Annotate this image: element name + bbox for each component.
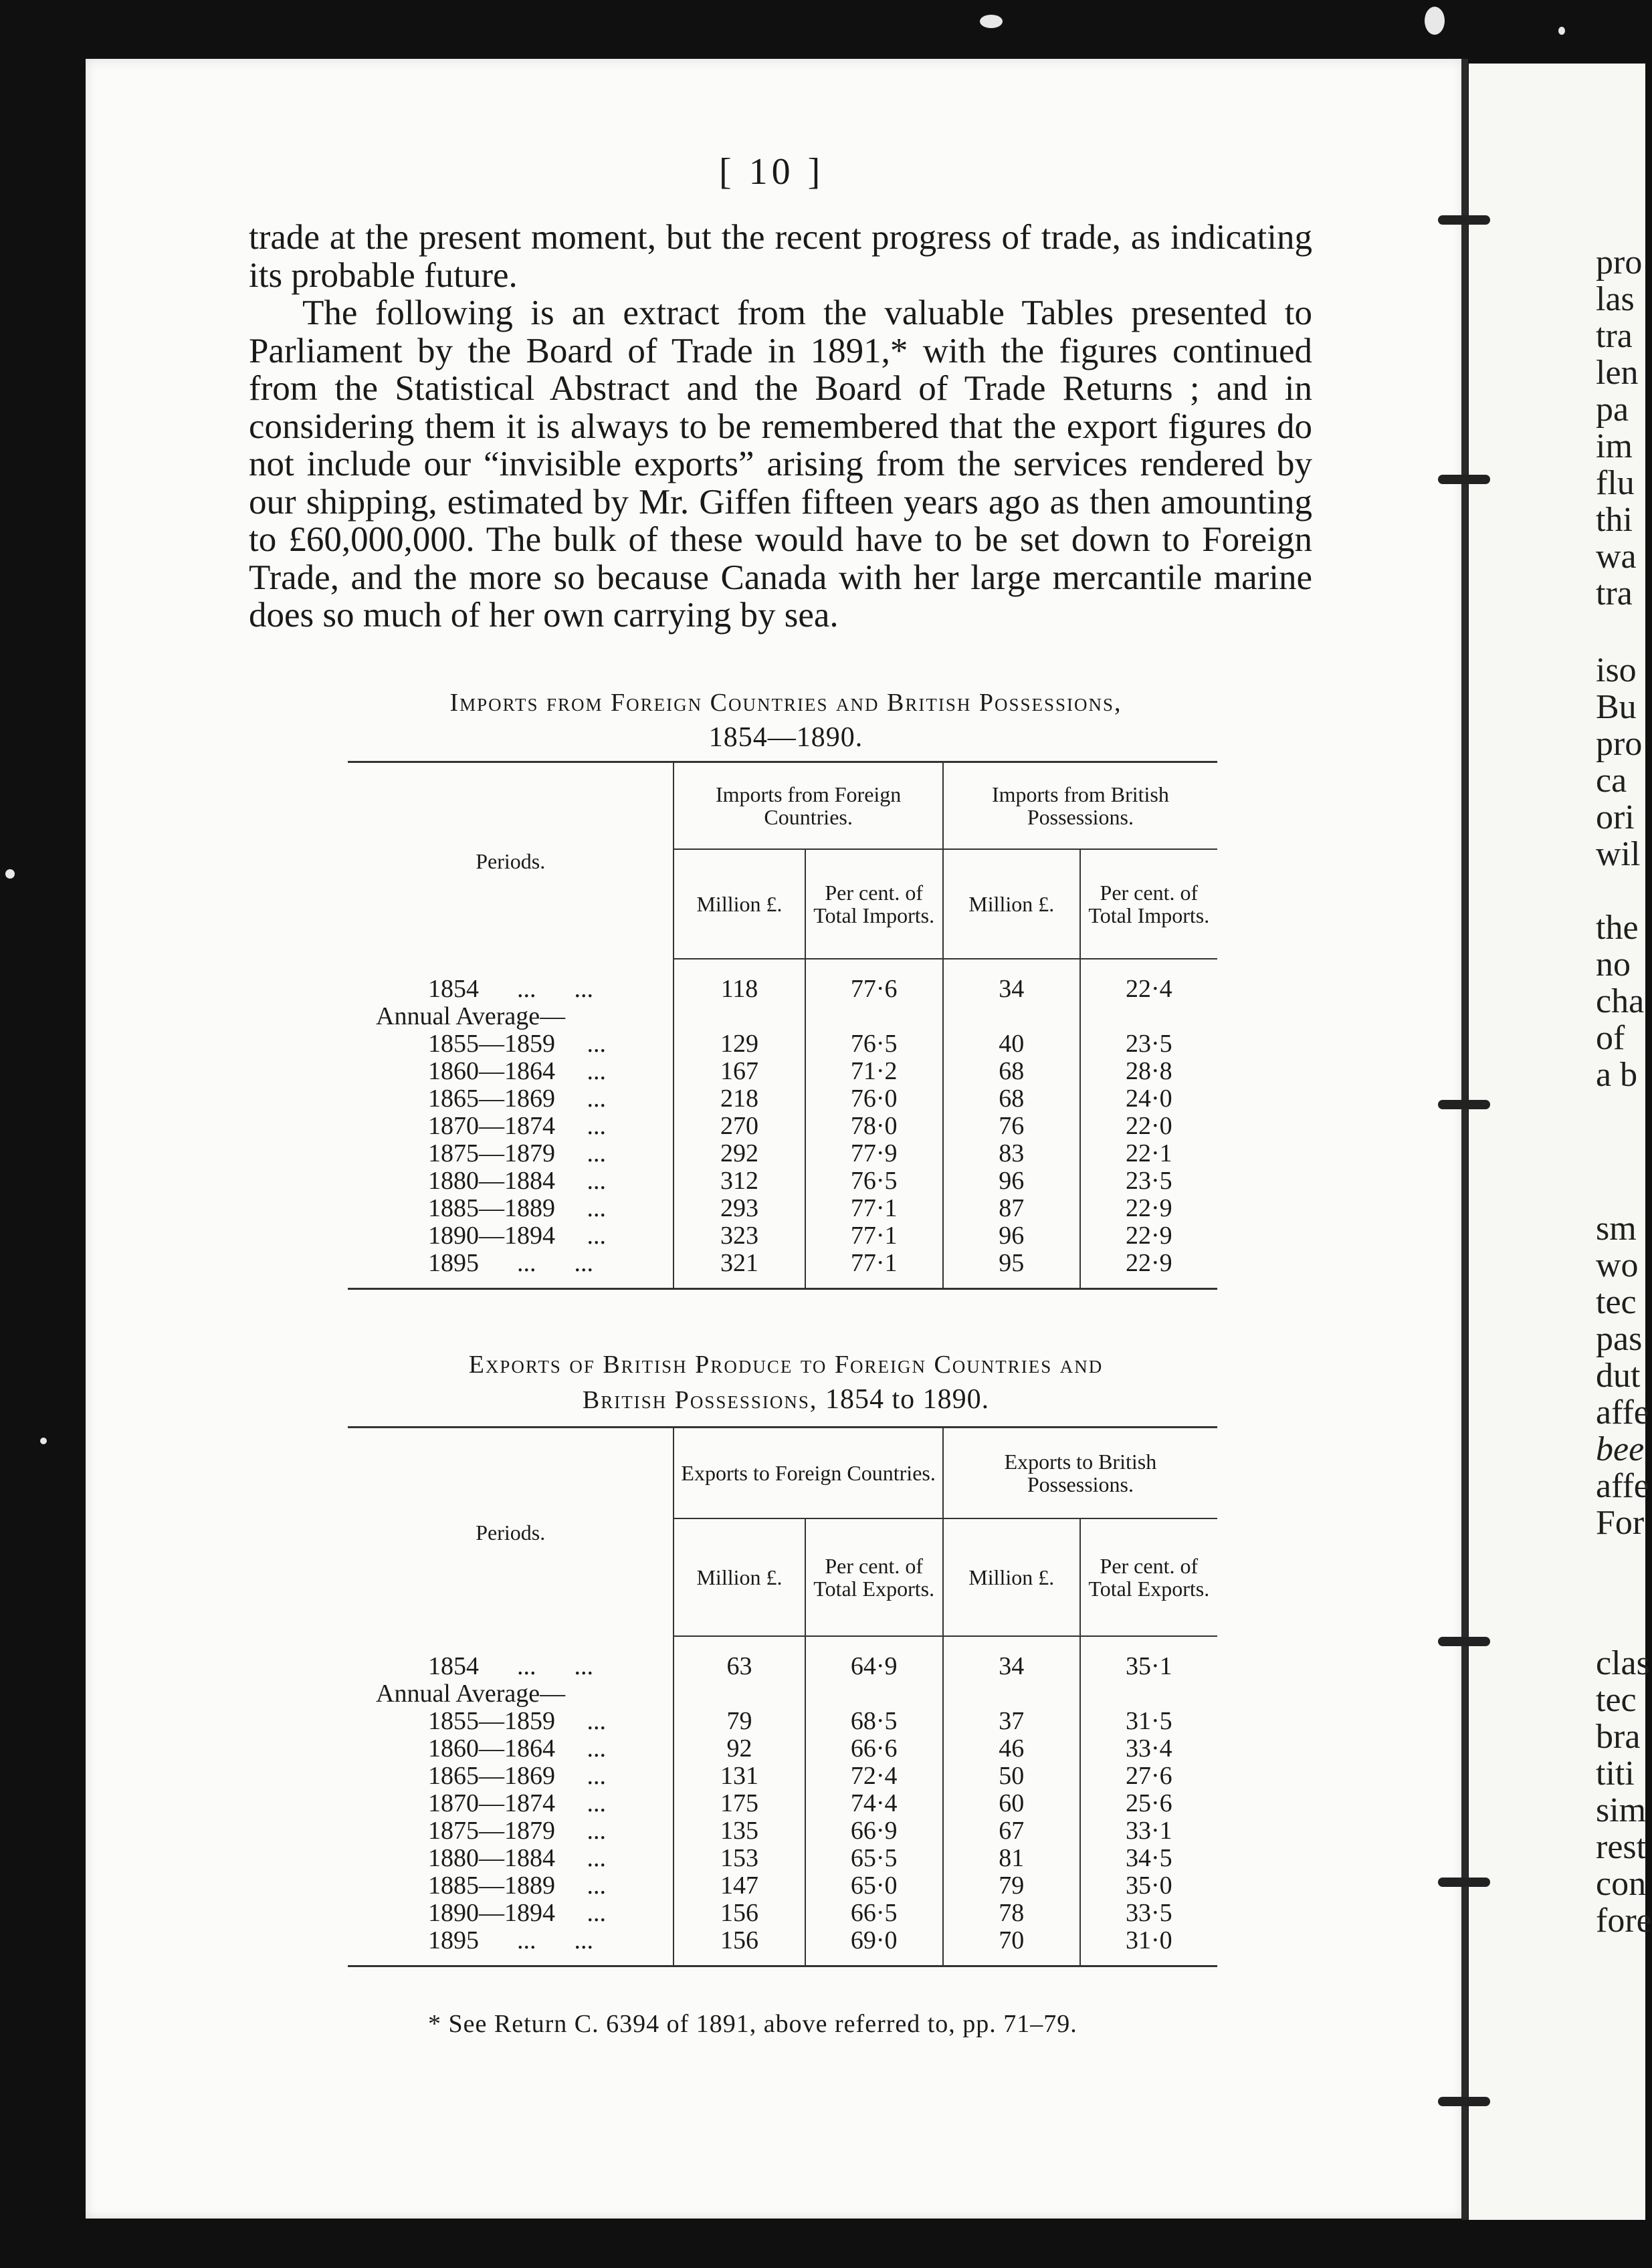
facing-page-fragment: flu: [1596, 464, 1635, 502]
facing-page-fragment: of: [1596, 1019, 1625, 1057]
exports-table-caption: [348, 1347, 1224, 1418]
facing-page-fragment: affe: [1596, 1467, 1649, 1505]
value-cell: 76: [943, 1113, 1080, 1140]
period-cell: 1880—1884 ...: [428, 1167, 606, 1195]
exports-table-title-2: British Possessions,: [582, 1386, 818, 1414]
table-row: [348, 1927, 1217, 1966]
exports-table: [348, 1426, 1217, 1967]
period-cell: 1870—1874 ...: [428, 1789, 606, 1817]
period-cell: 1855—1859 ...: [428, 1707, 606, 1735]
facing-page-fragment: titi: [1596, 1754, 1635, 1793]
facing-page-fragment: tra: [1596, 317, 1633, 355]
col-periods: Periods.: [348, 762, 674, 959]
value-cell: 77·1: [805, 1250, 943, 1289]
value-cell: 50: [943, 1763, 1080, 1790]
value-cell: 81: [943, 1845, 1080, 1872]
value-cell: 35·1: [1080, 1636, 1217, 1680]
table-row: [348, 1900, 1217, 1927]
table-row: [348, 1817, 1217, 1845]
value-cell: 77·6: [805, 959, 943, 1003]
period-cell: 1895 ... ...: [348, 1250, 674, 1289]
table-row: [348, 1708, 1217, 1735]
value-cell: 33·4: [1080, 1735, 1217, 1763]
period-cell: 1855—1859 ...: [428, 1030, 606, 1058]
facing-page-fragment: pa: [1596, 390, 1629, 429]
value-cell: 156: [674, 1927, 805, 1966]
value-cell: 76·5: [805, 1030, 943, 1058]
period-cell: 1885—1889 ...: [428, 1194, 606, 1222]
value-cell: 68·5: [805, 1708, 943, 1735]
table-row: [348, 1085, 1217, 1113]
facing-page-fragment: ori: [1596, 798, 1635, 836]
value-cell: 60: [943, 1790, 1080, 1817]
value-cell: 22·9: [1080, 1250, 1217, 1289]
value-cell: 135: [674, 1817, 805, 1845]
facing-page-fragment: cha: [1596, 982, 1645, 1020]
value-cell: 74·4: [805, 1790, 943, 1817]
page-number: [ 10 ]: [719, 151, 825, 193]
facing-page-fragment: pro: [1596, 725, 1643, 763]
table-row: [348, 1790, 1217, 1817]
col-percent: Per cent. of Total Imports.: [1080, 849, 1217, 959]
value-cell: 22·9: [1080, 1222, 1217, 1250]
value-cell: 77·1: [805, 1195, 943, 1222]
scan-speck: [40, 1438, 47, 1444]
col-group-british: Exports to British Possessions.: [943, 1428, 1217, 1519]
facing-page-fragment: pas: [1596, 1320, 1643, 1358]
facing-page-fragment: im: [1596, 427, 1633, 465]
facing-page-fragment: tec: [1596, 1681, 1637, 1719]
binding-stitch: [1438, 1878, 1490, 1887]
period-cell: 1875—1879 ...: [428, 1817, 606, 1845]
value-cell: 323: [674, 1222, 805, 1250]
imports-table-years: 1854—1890.: [708, 722, 863, 753]
value-cell: 218: [674, 1085, 805, 1113]
imports-table-title: Imports from Foreign Countries and British Possessions,: [449, 689, 1122, 717]
period-cell: 1885—1889 ...: [428, 1872, 606, 1900]
table-row: [348, 1872, 1217, 1900]
table-row: [348, 1845, 1217, 1872]
table-row: [348, 1195, 1217, 1222]
facing-page-fragment: rest: [1596, 1828, 1647, 1866]
imports-table-caption: [348, 685, 1224, 755]
value-cell: 79: [674, 1708, 805, 1735]
table-row: [348, 1030, 1217, 1058]
value-cell: 34·5: [1080, 1845, 1217, 1872]
value-cell: 35·0: [1080, 1872, 1217, 1900]
value-cell: 31·0: [1080, 1927, 1217, 1966]
col-percent: Per cent. of Total Imports.: [805, 849, 943, 959]
value-cell: 34: [943, 959, 1080, 1003]
value-cell: 63: [674, 1636, 805, 1680]
facing-page-fragment: las: [1596, 280, 1635, 318]
value-cell: 68: [943, 1085, 1080, 1113]
table-row: [348, 1680, 1217, 1708]
period-cell: 1875—1879 ...: [428, 1139, 606, 1167]
period-cell: 1890—1894 ...: [428, 1222, 606, 1250]
table-row: [348, 1250, 1217, 1289]
period-cell: 1890—1894 ...: [428, 1899, 606, 1927]
value-cell: 293: [674, 1195, 805, 1222]
value-cell: 321: [674, 1250, 805, 1289]
value-cell: 167: [674, 1058, 805, 1085]
facing-page-fragment: wa: [1596, 538, 1637, 576]
value-cell: 292: [674, 1140, 805, 1167]
value-cell: 46: [943, 1735, 1080, 1763]
scan-speck: [5, 869, 15, 879]
paragraph: trade at the present moment, but the recent progress of trade, as indicating its probable future.: [249, 218, 1312, 295]
table-row: [348, 1140, 1217, 1167]
col-group-foreign: Imports from Foreign Countries.: [674, 762, 942, 850]
imports-table: [348, 761, 1217, 1290]
table-row: [348, 1058, 1217, 1085]
facing-page-fragment: bra: [1596, 1718, 1641, 1756]
value-cell: 96: [943, 1167, 1080, 1195]
value-cell: 83: [943, 1140, 1080, 1167]
value-cell: 118: [674, 959, 805, 1003]
facing-page-fragment: thi: [1596, 501, 1633, 539]
value-cell: 312: [674, 1167, 805, 1195]
facing-page-fragment: wo: [1596, 1246, 1639, 1284]
value-cell: 70: [943, 1927, 1080, 1966]
value-cell: 27·6: [1080, 1763, 1217, 1790]
col-group-foreign: Exports to Foreign Countries.: [674, 1428, 942, 1519]
facing-page-fragment: tec: [1596, 1283, 1637, 1321]
binding-stitch: [1438, 1637, 1490, 1646]
facing-page-fragment: tra: [1596, 574, 1633, 612]
paragraph: The following is an extract from the valuable Tables presented to Parliament by the Board of Trade in 1891,* with the figures continued from the Statistical Abstract and the Board of Trade Returns ; and in considering them it is always to be remembered that the export figures do not include our “invisible exports” arising from the services rendered by our shipping, estimated by Mr. Giffen fifteen years ago as then amounting to £60,000,000. The bulk of these would have to be set down to Foreign Trade, and the more so because Canada with her large mercantile marine does so much of her own carrying by sea.: [249, 294, 1312, 635]
value-cell: 69·0: [805, 1927, 943, 1966]
period-cell: 1860—1864 ...: [428, 1057, 606, 1085]
value-cell: 65·0: [805, 1872, 943, 1900]
facing-page-fragment: affe: [1596, 1393, 1649, 1432]
col-million: Million £.: [674, 849, 805, 959]
col-group-british: Imports from British Possessions.: [943, 762, 1217, 850]
period-cell: 1880—1884 ...: [428, 1844, 606, 1872]
value-cell: 147: [674, 1872, 805, 1900]
value-cell: 78·0: [805, 1113, 943, 1140]
col-percent: Per cent. of Total Exports.: [805, 1518, 943, 1636]
value-cell: 66·9: [805, 1817, 943, 1845]
value-cell: 23·5: [1080, 1167, 1217, 1195]
value-cell: 22·9: [1080, 1195, 1217, 1222]
period-cell: 1895 ... ...: [348, 1927, 674, 1966]
value-cell: 78: [943, 1900, 1080, 1927]
table-row: [348, 959, 1217, 1003]
facing-page-fragment: len: [1596, 354, 1639, 392]
period-cell: 1854 ... ...: [428, 975, 593, 1003]
period-cell: 1865—1869 ...: [428, 1085, 606, 1113]
col-percent: Per cent. of Total Exports.: [1080, 1518, 1217, 1636]
value-cell: 31·5: [1080, 1708, 1217, 1735]
value-cell: 175: [674, 1790, 805, 1817]
facing-page-fragment: the: [1596, 909, 1639, 947]
value-cell: 77·9: [805, 1140, 943, 1167]
value-cell: 33·5: [1080, 1900, 1217, 1927]
table-row: [348, 1763, 1217, 1790]
value-cell: 22·1: [1080, 1140, 1217, 1167]
facing-page-fragment: sim: [1596, 1791, 1647, 1829]
table-row: [348, 1222, 1217, 1250]
binding-stitch: [1438, 2097, 1490, 2106]
value-cell: 76·5: [805, 1167, 943, 1195]
facing-page-fragment: For: [1596, 1504, 1645, 1542]
value-cell: 76·0: [805, 1085, 943, 1113]
facing-page-fragment: iso: [1596, 651, 1637, 689]
value-cell: 65·5: [805, 1845, 943, 1872]
value-cell: 270: [674, 1113, 805, 1140]
scan-speck: [980, 15, 1003, 28]
value-cell: 92: [674, 1735, 805, 1763]
binding-stitch: [1438, 1100, 1490, 1109]
facing-page-fragment: pro: [1596, 243, 1643, 281]
value-cell: 71·2: [805, 1058, 943, 1085]
value-cell: 33·1: [1080, 1817, 1217, 1845]
value-cell: 40: [943, 1030, 1080, 1058]
annual-average-label: Annual Average—: [376, 1680, 566, 1708]
binding-stitch: [1438, 215, 1490, 225]
exports-table-years: 1854 to 1890.: [825, 1384, 990, 1415]
exports-table-title: Exports of British Produce to Foreign Countries and: [468, 1351, 1104, 1379]
value-cell: 64·9: [805, 1636, 943, 1680]
value-cell: 66·5: [805, 1900, 943, 1927]
scan-speck: [1425, 7, 1445, 35]
value-cell: 87: [943, 1195, 1080, 1222]
value-cell: 24·0: [1080, 1085, 1217, 1113]
col-million: Million £.: [943, 1518, 1080, 1636]
period-cell: 1854 ... ...: [428, 1652, 593, 1680]
value-cell: 34: [943, 1636, 1080, 1680]
table-row: [348, 1636, 1217, 1680]
value-cell: 67: [943, 1817, 1080, 1845]
value-cell: 23·5: [1080, 1030, 1217, 1058]
facing-page-fragment: fore: [1596, 1902, 1652, 1940]
col-million: Million £.: [674, 1518, 805, 1636]
value-cell: 22·4: [1080, 959, 1217, 1003]
body-text: [249, 219, 1312, 635]
value-cell: 72·4: [805, 1763, 943, 1790]
value-cell: 95: [943, 1250, 1080, 1289]
value-cell: 66·6: [805, 1735, 943, 1763]
value-cell: 25·6: [1080, 1790, 1217, 1817]
table-row: [348, 1113, 1217, 1140]
value-cell: 156: [674, 1900, 805, 1927]
value-cell: 129: [674, 1030, 805, 1058]
value-cell: 28·8: [1080, 1058, 1217, 1085]
book-spine: [1461, 59, 1468, 2220]
value-cell: 153: [674, 1845, 805, 1872]
table-row: [348, 1735, 1217, 1763]
value-cell: 79: [943, 1872, 1080, 1900]
facing-page-fragment: bee: [1596, 1430, 1645, 1468]
table-row: [348, 1003, 1217, 1030]
value-cell: 22·0: [1080, 1113, 1217, 1140]
facing-page-fragment: clas: [1596, 1644, 1650, 1682]
scan-speck: [1558, 27, 1565, 35]
facing-page-fragment: a b: [1596, 1056, 1638, 1094]
facing-page-fragment: ca: [1596, 762, 1627, 800]
footnote: * See Return C. 6394 of 1891, above referred to, pp. 71–79.: [428, 2010, 1077, 2038]
facing-page-fragment: sm: [1596, 1210, 1637, 1248]
col-periods: Periods.: [348, 1428, 674, 1637]
col-million: Million £.: [943, 849, 1080, 959]
binding-stitch: [1438, 475, 1490, 484]
facing-page-fragment: con: [1596, 1865, 1647, 1903]
facing-page-fragment: Bu: [1596, 688, 1637, 726]
annual-average-label: Annual Average—: [376, 1002, 566, 1030]
period-cell: 1870—1874 ...: [428, 1112, 606, 1140]
value-cell: 96: [943, 1222, 1080, 1250]
value-cell: 37: [943, 1708, 1080, 1735]
value-cell: 77·1: [805, 1222, 943, 1250]
facing-page-fragment: no: [1596, 945, 1631, 984]
period-cell: 1860—1864 ...: [428, 1734, 606, 1763]
value-cell: 68: [943, 1058, 1080, 1085]
period-cell: 1865—1869 ...: [428, 1762, 606, 1790]
table-row: [348, 1167, 1217, 1195]
facing-page-fragment: wil: [1596, 835, 1641, 873]
value-cell: 131: [674, 1763, 805, 1790]
facing-page-fragment: dut: [1596, 1357, 1641, 1395]
